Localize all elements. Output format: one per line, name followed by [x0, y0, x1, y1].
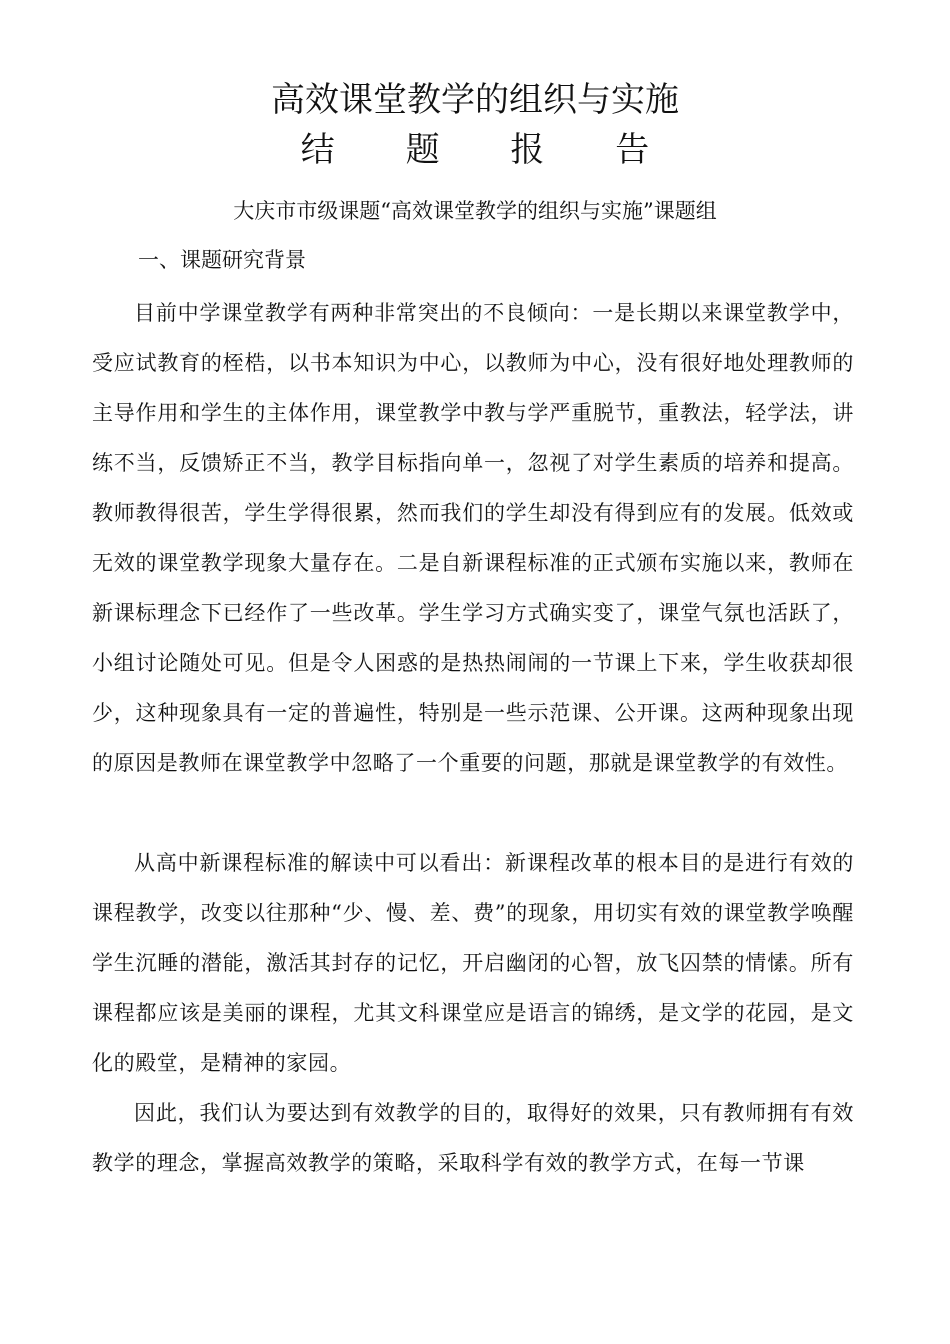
section-heading: 一、课题研究背景 — [138, 248, 306, 272]
author-line: 大庆市市级课题“高效课堂教学的组织与实施”课题组 — [233, 199, 717, 223]
body-paragraph: 因此，我们认为要达到有效教学的目的，取得好的效果，只有教师拥有有效教学的理念，掌握高效教学的策略，采取科学有效的教学方式，在每一节课 — [92, 1101, 854, 1175]
document-subtitle: 结 题 报 告 — [300, 130, 680, 170]
body-paragraph: 从高中新课程标准的解读中可以看出：新课程改革的根本目的是进行有效的课程教学，改变以往那种“少、慢、差、费”的现象，用切实有效的课堂教学唤醒学生沉睡的潜能，激活其封存的记忆，开启幽闭的心智，放飞囚禁的情愫。所有课程都应该是美丽的课程，尤其文科课堂应是语言的锦绣，是文学的花园，是文化的殿堂，是精神的家园。 — [92, 851, 854, 1075]
document-title: 高效课堂教学的组织与实施 — [271, 80, 679, 120]
body-paragraph: 目前中学课堂教学有两种非常突出的不良倾向：一是长期以来课堂教学中，受应试教育的桎梏，以书本知识为中心，以教师为中心，没有很好地处理教师的主导作用和学生的主体作用，课堂教学中教与学严重脱节，重教法，轻学法，讲练不当，反馈矫正不当，教学目标指向单一，忽视了对学生素质的培养和提高。教师教得很苦，学生学得很累，然而我们的学生却没有得到应有的发展。低效或无效的课堂教学现象大量存在。二是自新课程标准的正式颁布实施以来，教师在新课标理念下已经作了一些改革。学生学习方式确实变了，课堂气氛也活跃了，小组讨论随处可见。但是令人困惑的是热热闹闹的一节课上下来，学生收获却很少，这种现象具有一定的普遍性，特别是一些示范课、公开课。这两种现象出现的原因是教师在课堂教学中忽略了一个重要的问题，那就是课堂教学的有效性。 — [92, 301, 854, 775]
